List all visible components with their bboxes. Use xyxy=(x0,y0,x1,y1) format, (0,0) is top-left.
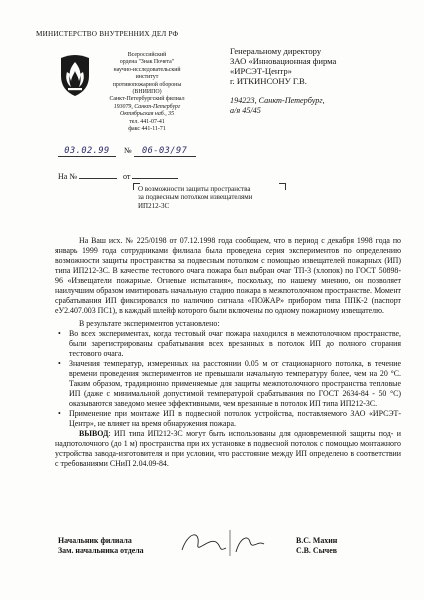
subject-line: за подвесным потолком извещателями xyxy=(138,193,253,202)
registration-date: 03.02.99 xyxy=(58,146,116,157)
recipient-address-line: а/я 45/45 xyxy=(230,106,261,115)
conclusion-label: ВЫВОД xyxy=(79,429,109,438)
signatory-name: С.В. Сычев xyxy=(296,546,337,555)
intro-paragraph: На Ваш исх. № 225/0198 от 07.12.1998 года сообщаем, что в период с декабря 1998 года по январь 1999 года сотрудниками филиала была проведена серия экспериментов по определению возможности защиты пространства за подвесным потолком с помощью извещателей пожарных (ИП) типа ИП212-3С. В качестве тестового очага пожара был выбран очаг ТП-3 (хлопок) по ГОСТ 50898-96 «Извещатели пожарные. Огневые испытания», поскольку, по нашему мнению, он позволяет наилучшим образом имитировать начальную стадию пожара в межпотолочном пространстве. Момент срабатывания ИП фиксировался по наличию сигнала «ПОЖАР» прибором типа ППК-2 (паспорт еУ2.407.003 ПС1), в каждый шлейф которого были включены по одному пожарному извещателю. xyxy=(55,236,401,315)
recipient-line: «ИРСЭТ-Центр» xyxy=(230,66,292,76)
reply-from-label: от xyxy=(122,172,131,181)
recipient-block xyxy=(230,46,410,86)
registration-line xyxy=(58,146,196,157)
finding-item: • Применение при монтаже ИП в подвесной потолок устройства, поставляемого ЗАО «ИРСЭТ-Центр», не влияет на время обнаружения пожара. xyxy=(55,409,401,429)
vniipo-emblem-icon xyxy=(58,52,92,98)
sender-line: Санкт-Петербургский филиал xyxy=(109,96,185,103)
sender-line: Всероссийский xyxy=(127,52,167,58)
reply-reference-line xyxy=(58,172,178,181)
sender-line: институт xyxy=(135,74,159,81)
sender-line: противопожарной обороны xyxy=(112,81,182,88)
reply-label: На № xyxy=(58,172,77,181)
recipient-address-line: 194223, Санкт-Петербург, xyxy=(230,96,325,105)
sender-line: 193079, Санкт-Петербург xyxy=(113,103,181,110)
subject-line: ИП212-3С xyxy=(138,201,170,210)
sender-line: ордена "Знак Почета" xyxy=(119,59,175,66)
subject-block xyxy=(138,185,288,210)
sender-line: Октябрьская наб., 35 xyxy=(119,111,175,118)
conclusion-paragraph xyxy=(55,429,401,469)
handwritten-signature xyxy=(178,528,278,558)
subject-line: О возможности защиты пространства xyxy=(138,185,251,193)
registration-number: 06-03/97 xyxy=(134,146,196,157)
signatory-name: В.С. Махин xyxy=(296,536,338,545)
signatory-title: Зам. начальника отдела xyxy=(58,546,144,555)
sender-line: тел. 441-07-41 xyxy=(129,118,165,125)
recipient-line: Генеральному директору xyxy=(230,46,322,56)
signatory-title: Начальник филиала xyxy=(58,536,132,545)
sender-line: факс 441-11-71 xyxy=(128,126,166,133)
recipient-line: г. ИТКИНСОНУ Г.В. xyxy=(230,76,307,86)
sender-line: научно-исследовательский xyxy=(113,66,181,73)
sender-block xyxy=(92,52,202,133)
recipient-line: ЗАО «Инновационная фирма xyxy=(230,56,337,66)
recipient-address xyxy=(230,96,325,116)
registration-number-label: № xyxy=(124,146,132,155)
conclusion-text: : ИП типа ИП212-3С могут быть использованы для одновременной защиты под- и надпотолочного (до 1 м) пространства при их установке в подвесной потолок с помощью монтажного устройства завода-изготовителя и при условии, что расстояние между ИП определено в соответствии с требованиями СНиП 2.04.09-84. xyxy=(55,429,401,468)
ministry-heading: МИНИСТЕРСТВО ВНУТРЕННИХ ДЕЛ РФ xyxy=(36,30,179,38)
finding-item: • Значения температур, измеренных на расстоянии 0.05 м от стационарного потолка, в течение времени проведения экспериментов не превышали начальную температуру более, чем на 20 °С. Таким образом, традиционно применяемые для защиты межпотолочного пространства тепловые ИП (даже с минимальной допустимой температурой срабатывания по ГОСТ 2634-84 - 50 °С) оказываются заведомо менее эффективными, чем врезанные в потолок ИП типа ИП212-3С. xyxy=(55,359,401,409)
sender-line: (ВНИИПО) xyxy=(132,89,162,96)
results-heading: В результате экспериментов установлено: xyxy=(79,319,220,328)
finding-item: • Во всех экспериментах, когда тестовый очаг пожара находился в межпотолочном пространстве, были зарегистрированы срабатывания всех врезанных в потолок ИП до полного сгорания тестового очага. xyxy=(55,329,401,359)
letter-body xyxy=(55,236,401,469)
